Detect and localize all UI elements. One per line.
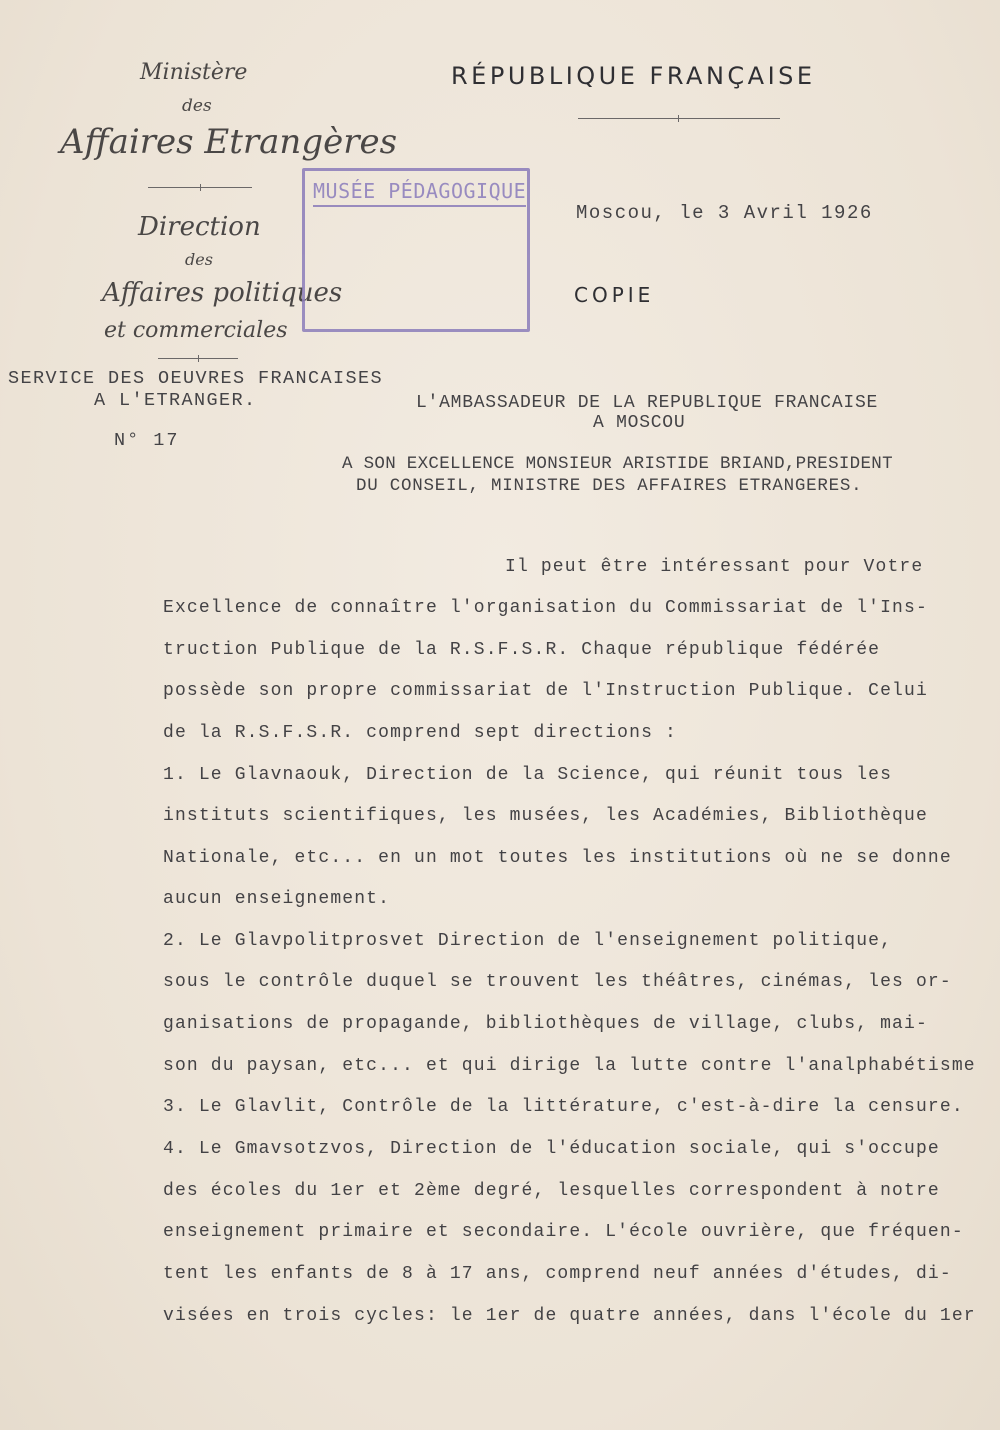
republic-divider [578,118,780,119]
body-line-7: instituts scientifiques, les musées, les Académies, Bibliothèque [163,806,928,826]
body-line-8: Nationale, etc... en un mot toutes les institutions où ne se donne [163,848,952,868]
body-line-10: 2. Le Glavpolitprosvet Direction de l'enseignement politique, [163,931,893,951]
body-line-9: aucun enseignement. [163,889,391,909]
place-date: Moscou, le 3 Avril 1926 [576,202,873,224]
body-line-13: son du paysan, etc... et qui dirige la lutte contre l'analphabétisme [163,1056,976,1076]
body-line-14: 3. Le Glavlit, Contrôle de la littérature, c'est-à-dire la censure. [163,1097,964,1117]
letterhead-direction-line4: et commerciales [104,318,288,343]
museum-stamp-label: MUSÉE PÉDAGOGIQUE [313,179,526,207]
letterhead-direction-line2: des [185,250,213,269]
museum-stamp [302,168,530,332]
body-line-15: 4. Le Gmavsotzvos, Direction de l'éducation sociale, qui s'occupe [163,1139,940,1159]
document-number: N° 17 [114,430,180,451]
body-line-3: truction Publique de la R.S.F.S.R. Chaque république fédérée [163,640,881,660]
recipient-line2: DU CONSEIL, MINISTRE DES AFFAIRES ETRANGERES. [356,476,863,496]
body-line-18: tent les enfants de 8 à 17 ans, comprend neuf années d'études, di- [163,1264,952,1284]
body-line-11: sous le contrôle duquel se trouvent les théâtres, cinémas, les or- [163,972,952,992]
service-name-line2: A L'ETRANGER. [94,390,257,411]
body-line-6: 1. Le Glavnaouk, Direction de la Science, qui réunit tous les [163,765,893,785]
sender-line1: L'AMBASSADEUR DE LA REPUBLIQUE FRANCAISE [416,393,879,413]
recipient-line1: A SON EXCELLENCE MONSIEUR ARISTIDE BRIAND,PRESIDENT [342,454,893,474]
body-line-12: ganisations de propagande, bibliothèques de village, clubs, mai- [163,1014,928,1034]
body-line-1: Il peut être intéressant pour Votre [505,557,924,577]
service-name-line1: SERVICE DES OEUVRES FRANCAISES [8,368,384,389]
republic-heading: RÉPUBLIQUE FRANÇAISE [451,62,816,90]
letterhead-direction-line3: Affaires politiques [102,278,343,308]
letterhead-ministry-line3: Affaires Etrangères [60,122,398,162]
sender-line2: A MOSCOU [593,413,686,433]
letterhead-ministry-line2: des [182,96,212,116]
body-line-17: enseignement primaire et secondaire. L'école ouvrière, que fréquen- [163,1222,964,1242]
letterhead-divider-2 [158,358,238,359]
copy-label: COPIE [574,283,655,307]
letterhead-ministry-line1: Ministère [140,60,248,85]
body-line-19: visées en trois cycles: le 1er de quatre années, dans l'école du 1er [163,1306,976,1326]
body-line-16: des écoles du 1er et 2ème degré, lesquelles correspondent à notre [163,1181,940,1201]
body-line-5: de la R.S.F.S.R. comprend sept directions : [163,723,677,743]
body-line-2: Excellence de connaître l'organisation du Commissariat de l'Ins- [163,598,928,618]
letterhead-direction-line1: Direction [138,212,261,242]
letterhead-divider-1 [148,187,252,188]
body-line-4: possède son propre commissariat de l'Instruction Publique. Celui [163,681,928,701]
